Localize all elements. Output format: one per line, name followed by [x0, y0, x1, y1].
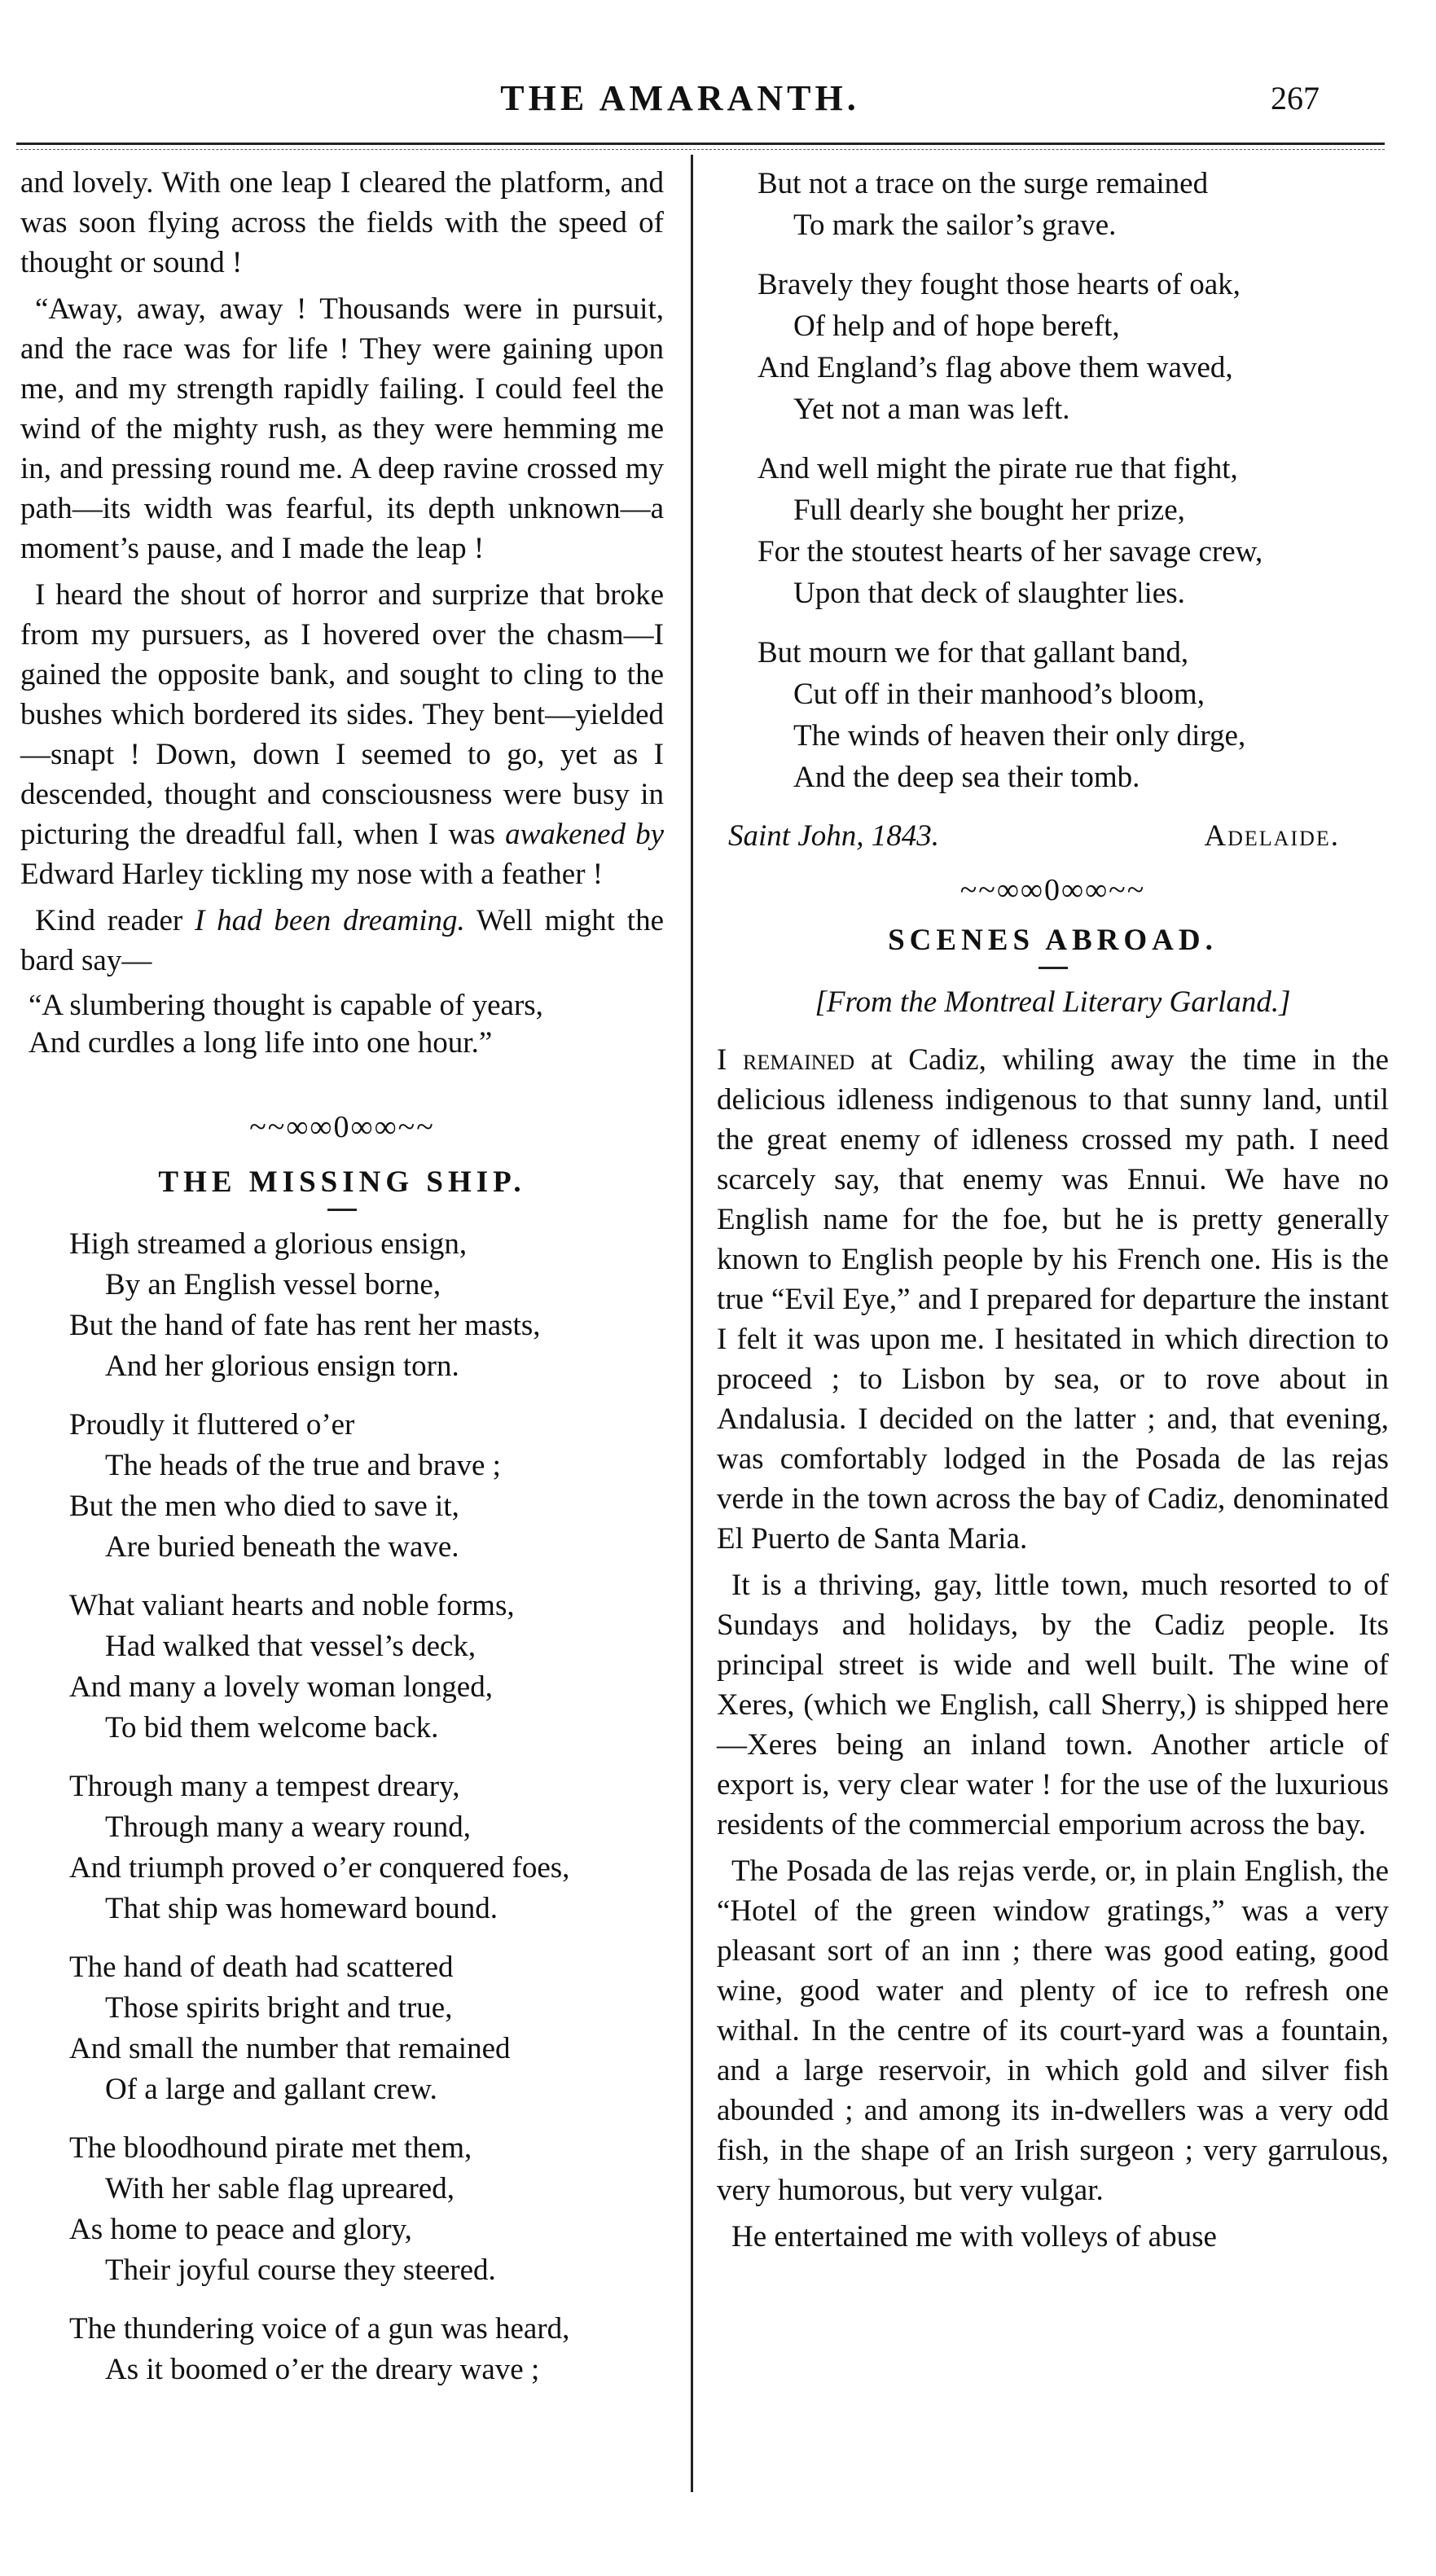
- poem-line: And many a lovely woman longed,: [69, 1670, 493, 1704]
- poem-line: Those spirits bright and true,: [105, 1991, 453, 2025]
- article-text: at Cadiz, whiling away the time in the delicious idleness indigenous to that sunny land, until the great enemy of idleness crossed my path. I need scarcely say, that enemy was Ennui. We have no English name for the foe, but he is pretty generally known to English people by his French one. His is the true “Evil Eye,” and I prepared for departure the instant I felt it was upon me. I hesitated in which direction to proceed ; to Lisbon by sea, or to rove about in Andalusia. I decided on the latter ; and, that evening, was comfortably lodged in the Posada de las rejas verde in the town across the bay of Cadiz, denominated El Puerto de Santa Maria.: [717, 1043, 1389, 1556]
- title-rule: [1039, 967, 1068, 969]
- poem-stanza: [69, 1405, 664, 1568]
- story-paragraph: [20, 575, 664, 894]
- poem-line: As it boomed o’er the dreary wave ;: [105, 2353, 540, 2386]
- poem-line: Through many a weary round,: [105, 1810, 472, 1844]
- header-rule-dashed: [16, 149, 1385, 150]
- italic-phrase: I had been dreaming.: [195, 904, 465, 937]
- story-paragraph: and lovely. With one leap I cleared the platform, and was soon flying across the fields with the speed of thought or sound !: [20, 166, 664, 279]
- poem-stanza: [69, 2128, 664, 2291]
- poem-line: But the men who died to save it,: [69, 1490, 459, 1523]
- header-rule: [16, 143, 1385, 145]
- poem-line: Full dearly she bought her prize,: [793, 494, 1185, 527]
- poem-stanza: [758, 264, 1389, 430]
- poem-stanza: [69, 2309, 664, 2390]
- poem-line: But the hand of fate has rent her masts,: [69, 1309, 541, 1342]
- poem-line: Through many a tempest dreary,: [69, 1770, 460, 1803]
- poem-line: And triumph proved o’er conquered foes,: [69, 1851, 570, 1885]
- article-opening: I remained: [717, 1043, 855, 1077]
- poem-stanza: [758, 163, 1389, 246]
- story-text: I heard the shout of horror and surprize that broke from my pursuers, as I hovered over the chasm—I gained the opposite bank, and sought to cling to the bushes which bordered its sides. They bent—yielded—snapt ! Down, down I seemed to go, yet as I descended, thought and consciousness were busy in picturing the dreadful fall, when I was: [20, 578, 664, 851]
- poem-line: Upon that deck of slaughter lies.: [793, 577, 1185, 610]
- poem-line: But mourn we for that gallant band,: [758, 636, 1189, 669]
- story-text: Edward Harley tickling my nose with a feather !: [20, 858, 604, 891]
- poem-line: Had walked that vessel’s deck,: [105, 1630, 476, 1663]
- story-paragraph: “Away, away, away ! Thousands were in pursuit, and the race was for life ! They were gaining upon me, and my strength rapidly failing. I could feel the wind of the mighty rush, as they were hemming me in, and pressing round me. A deep ravine crossed my path—its width was fearful, its depth unknown—a moment’s pause, and I made the leap !: [20, 292, 664, 565]
- story-text: Well might the bard say—: [20, 904, 664, 977]
- poem-line: What valiant hearts and noble forms,: [69, 1589, 515, 1622]
- article-paragraph: He entertained me with volleys of abuse: [731, 2220, 1217, 2253]
- poem-signature: [717, 816, 1389, 856]
- poem-line: The thundering voice of a gun was heard,: [69, 2312, 570, 2346]
- poem-line: Of a large and gallant crew.: [105, 2073, 437, 2106]
- poem-stanza: [69, 1947, 664, 2110]
- column-divider: [691, 155, 693, 2492]
- poem-stanza: [758, 448, 1389, 614]
- poem-stanza: [69, 1224, 664, 1387]
- ornament-divider: ~~∞∞0∞∞~~: [960, 873, 1146, 907]
- poem-line: Proudly it fluttered o’er: [69, 1408, 355, 1442]
- italic-phrase: awakened by: [505, 818, 664, 851]
- poem-line: Cut off in their manhood’s bloom,: [793, 678, 1205, 711]
- story-paragraph: [20, 901, 664, 981]
- poem-line: The hand of death had scattered: [69, 1951, 454, 1984]
- running-title: THE AMARANTH.: [500, 78, 860, 118]
- page-number: 267: [1271, 80, 1320, 116]
- poem-stanza: [758, 632, 1389, 798]
- poem-line: And well might the pirate rue that fight,: [758, 452, 1238, 485]
- verse-quote: [20, 987, 664, 1062]
- left-column: [20, 163, 664, 2408]
- poem-line: And the deep sea their tomb.: [793, 761, 1140, 794]
- poem-line: And small the number that remained: [69, 2032, 511, 2065]
- poem-line: But not a trace on the surge remained: [758, 167, 1209, 200]
- ornament-divider: ~~∞∞0∞∞~~: [249, 1110, 435, 1144]
- right-column: [717, 163, 1389, 2263]
- poem-line: By an English vessel borne,: [105, 1268, 441, 1301]
- poem-line: Bravely they fought those hearts of oak,: [758, 268, 1241, 301]
- poem-line: And England’s flag above them waved,: [758, 351, 1233, 384]
- quote-line: And curdles a long life into one hour.”: [29, 1026, 493, 1060]
- title-rule: [327, 1209, 357, 1211]
- signature-place: Saint John, 1843.: [728, 819, 939, 853]
- article-paragraph: [717, 1040, 1389, 1559]
- page-header: [0, 77, 1436, 134]
- article-title: SCENES ABROAD.: [888, 924, 1218, 957]
- poem-title: THE MISSING SHIP.: [158, 1165, 526, 1199]
- poem-stanza: [69, 1766, 664, 1929]
- poem-line: Their joyful course they steered.: [105, 2253, 496, 2287]
- poem-line: As home to peace and glory,: [69, 2213, 412, 2246]
- poem-line: The winds of heaven their only dirge,: [793, 719, 1246, 753]
- quote-line: “A slumbering thought is capable of years,: [29, 989, 543, 1022]
- poem-line: With her sable flag upreared,: [105, 2172, 455, 2205]
- poem-stanza: [69, 1586, 664, 1749]
- article-paragraph: It is a thriving, gay, little town, much resorted to of Sundays and holidays, by the Cadiz people. Its principal street is wide and well built. The wine of Xeres, (which we English, call Sherry,) is shipped here—Xeres being an inland town. Another article of export is, very clear water ! for the use of the luxurious residents of the commercial emporium across the bay.: [717, 1569, 1389, 1841]
- poem-line: Of help and of hope bereft,: [793, 309, 1120, 343]
- poem-line: To bid them welcome back.: [105, 1711, 439, 1744]
- poem-line: High streamed a glorious ensign,: [69, 1227, 468, 1261]
- story-text: Kind reader: [35, 904, 183, 937]
- poem-line: The bloodhound pirate met them,: [69, 2131, 472, 2165]
- poem-line: To mark the sailor’s grave.: [793, 208, 1117, 242]
- poem-line: For the stoutest hearts of her savage crew,: [758, 535, 1263, 568]
- poem-line: That ship was homeward bound.: [105, 1892, 498, 1925]
- signature-author: Adelaide.: [1204, 819, 1340, 853]
- poem-line: Are buried beneath the wave.: [105, 1530, 459, 1564]
- poem-line: The heads of the true and brave ;: [105, 1449, 501, 1482]
- poem-line: Yet not a man was left.: [793, 393, 1070, 426]
- poem-line: And her glorious ensign torn.: [105, 1349, 459, 1383]
- article-paragraph: The Posada de las rejas verde, or, in plain English, the “Hotel of the green window gratings,” was a very pleasant sort of an inn ; there was good eating, good wine, good water and plenty of ice to refresh one withal. In the centre of its court-yard was a fountain, and a large reservoir, in which gold and silver fish abounded ; and among its in-dwellers was a very odd fish, in the shape of an Irish surgeon ; very garrulous, very humorous, but very vulgar.: [717, 1854, 1389, 2207]
- article-source: [From the Montreal Literary Garland.]: [815, 985, 1291, 1019]
